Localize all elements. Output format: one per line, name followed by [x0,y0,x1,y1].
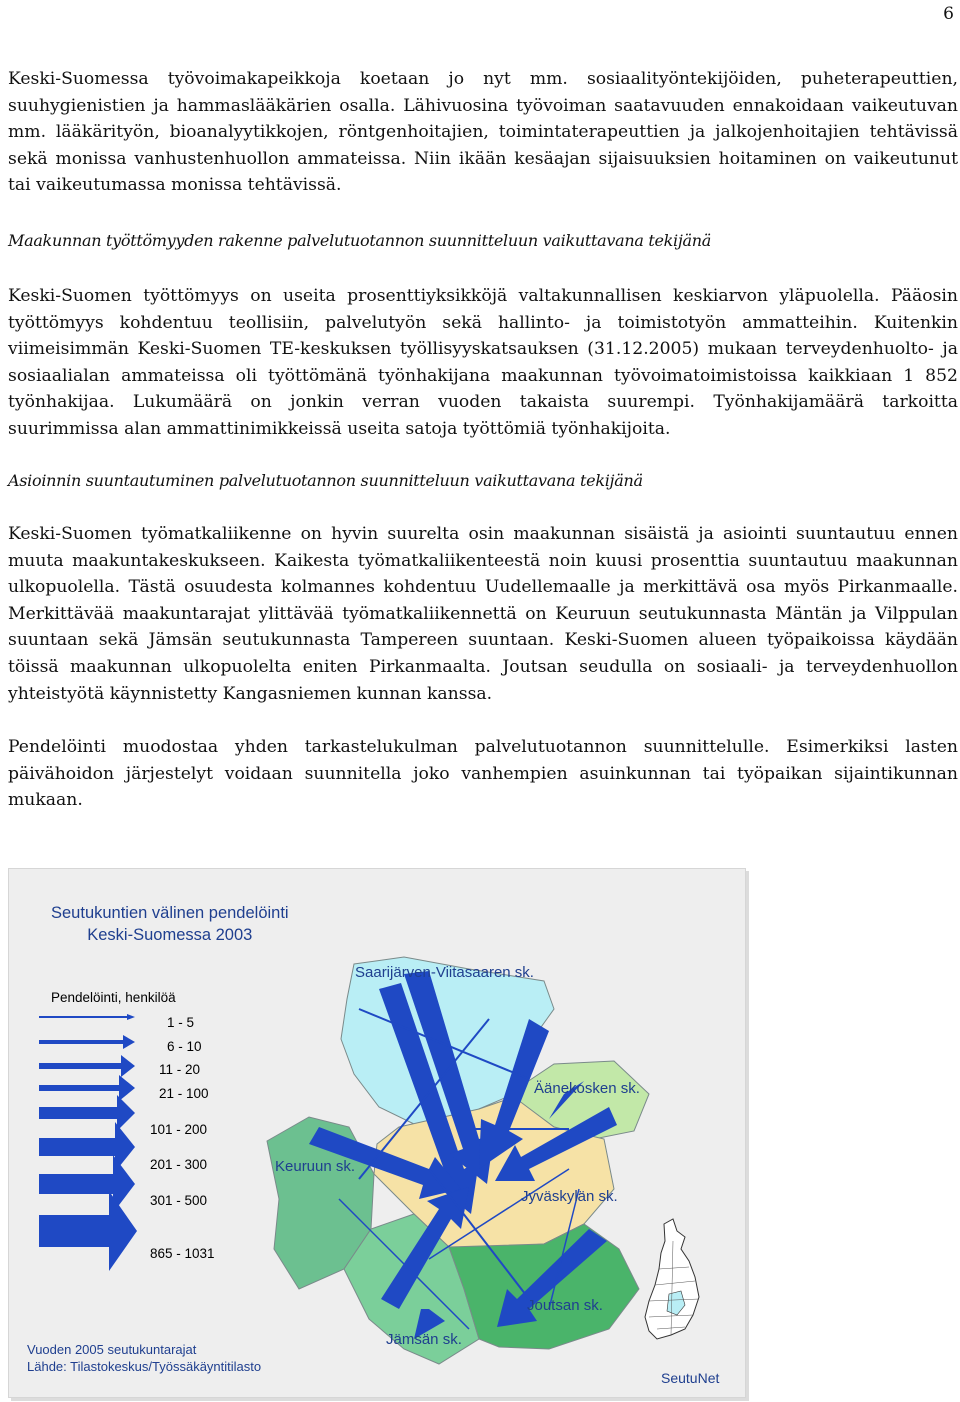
seutunet-brand: SeutuNet [661,1370,720,1386]
region-label-keuruu: Keuruun sk. [275,1158,356,1175]
map-title-line2: Keski-Suomessa 2003 [87,926,253,944]
subheading-unemployment: Maakunnan työttömyyden rakenne palvelutuotannon suunnitteluun vaikuttavana tekijänä [8,231,712,250]
subheading-commuting: Asioinnin suuntautuminen palvelutuotannon suunnitteluun vaikuttavana tekijänä [8,471,643,490]
region-label-jyvaskyla: Jyväskylän sk. [521,1188,618,1205]
region-label-aanekoski: Äänekosken sk. [534,1080,640,1097]
map-source [27,1341,261,1375]
legend-label-3: 11 - 20 [159,1062,201,1077]
map-source-line1: Vuoden 2005 seutukuntarajat [27,1342,197,1357]
legend-label-2: 6 - 10 [167,1039,202,1054]
legend-label-8: 865 - 1031 [150,1246,215,1261]
legend-arrow-3 [39,1055,135,1077]
page-number: 6 [943,4,954,24]
region-label-joutsa: Joutsan sk. [527,1297,603,1314]
legend-arrows [39,1014,137,1271]
commuting-map-figure [8,868,746,1398]
legend-arrow-1 [39,1014,135,1020]
legend-arrow-8 [39,1191,137,1271]
legend-label-5: 101 - 200 [150,1122,208,1137]
legend-label-6: 201 - 300 [150,1157,208,1172]
paragraph-workforce-shortage: Keski-Suomessa työvoimakapeikkoja koetaan jo nyt mm. sosiaalityöntekijöiden, puheterapeuttien, suuhygienistien ja hammaslääkärien osalla. Lähivuosina työvoiman saatavuuden ennakoidaan vaikeutuvan mm. lääkärityön, bioanalyytikkojen, röntgenhoitajien, toimintaterapeuttien ja jalkojenhoitajien tehtävissä sekä monissa vanhustenhuollon ammateissa. Niin ikään kesäajan sijaisuuksien hoitaminen on vaikeutunut tai vaikeutumassa monissa tehtävissä. [8,69,958,196]
map-title-line1: Seutukuntien välinen pendelöinti [51,904,289,922]
map-title [51,902,289,946]
legend-label-1: 1 - 5 [167,1015,195,1030]
legend-arrow-2 [39,1035,135,1049]
region-label-jamsa: Jämsän sk. [386,1331,462,1348]
paragraph-unemployment: Keski-Suomen työttömyys on useita prosenttiyksikköjä valtakunnallisen keskiarvon yläpuolella. Pääosin työttömyys kohdentuu teollisiin, palvelutyön sekä hallinto- ja toimistotyön ammatteihin. Kuitenkin viimeisimmän Keski-Suomen TE-keskuksen työllisyyskatsauksen (31.12.2005) mukaan terveydenhuolto- ja sosiaalialan ammateissa oli työttömänä työnhakijana maakunnan työvoimatoimistoissa kaikkiaan 1 852 työnhakijaa. Lukumäärä on jonkin verran vuoden takaista suurempi. Työnhakijamäärä tarkoitta suurimmissa alan ammattinimikkeissä useita satoja työttömiä työnhakijoita. [8,286,958,439]
legend-title: Pendelöinti, henkilöä [51,990,176,1005]
region-label-saarijarvi: Saarijärven-Viitasaaren sk. [355,964,534,981]
finland-inset [645,1219,699,1339]
commuting-map [9,869,745,1397]
legend-label-7: 301 - 500 [150,1193,208,1208]
legend-arrow-6 [39,1122,135,1172]
legend-arrow-5 [39,1095,135,1131]
paragraph-commuting: Keski-Suomen työmatkaliikenne on hyvin suurelta osin maakunnan sisäistä ja asiointi suuntautuu ennen muuta maakuntakeskukseen. Kaikesta työmatkaliikenteestä noin kuusi prosenttia suuntautuu maakunnan ulkopuolella. Tästä osuudesta kolmannes kohdentuu Uudellemaalle ja merkittävä osa myös Pirkanmaalle. Merkittävää maakuntarajat ylittävää työmatkaliikennettä on Keuruun seutukunnasta Mäntän ja Vilppulan suuntaan sekä Jämsän seutukunnasta Tampereen suuntaan. Keski-Suomen alueen työpaikoissa käydään töissä maakunnan ulkopuolelta eniten Pirkanmaalta. Joutsan seudulla on sosiaali- ja terveydenhuollon yhteistyötä käynnistetty Kangasniemen kunnan kanssa. [8,524,958,704]
legend-label-4: 21 - 100 [159,1086,209,1101]
map-source-line2: Lähde: Tilastokeskus/Työssäkäyntitilasto [27,1359,262,1374]
legend-arrow-4 [39,1075,135,1101]
paragraph-pendeling: Pendelöinti muodostaa yhden tarkastelukulman palvelutuotannon suunnittelulle. Esimerkiksi lasten päivähoidon järjestelyt voidaan suunnitella joko vanhempien asuinkunnan tai työpaikan sijaintikunnan mukaan. [8,737,958,811]
